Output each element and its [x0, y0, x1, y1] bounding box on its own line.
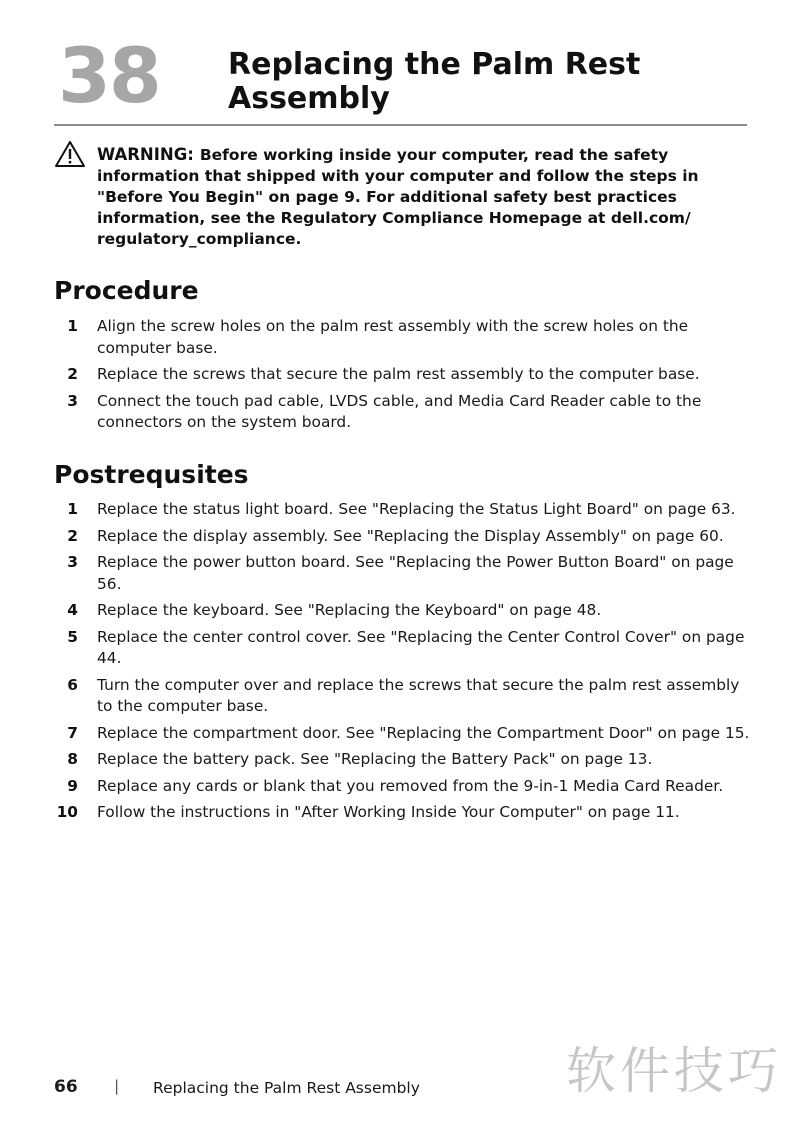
step-number: 2 [67, 365, 78, 383]
step-text: Replace any cards or blank that you removed from the 9-in-1 Media Card Reader. [97, 776, 724, 795]
page-number: 66 [54, 1077, 78, 1097]
step-item [54, 749, 754, 771]
step-item [54, 316, 754, 359]
step-number: 4 [67, 601, 78, 619]
step-item [54, 776, 754, 798]
title-divider [54, 124, 747, 126]
procedure-heading: Procedure [54, 276, 199, 305]
step-text: Replace the power button board. See "Replacing the Power Button Board" on page 56. [97, 553, 734, 593]
step-number: 3 [67, 391, 78, 410]
step-item [54, 723, 754, 745]
step-text: Replace the screws that secure the palm rest assembly to the computer base. [97, 365, 700, 383]
step-text: Replace the battery pack. See "Replacing the Battery Pack" on page 13. [97, 750, 653, 768]
step-text: Connect the touch pad cable, LVDS cable, and Media Card Reader cable to the connectors on the system board. [97, 391, 702, 431]
step-text: Replace the keyboard. See "Replacing the Keyboard" on page 48. [97, 601, 602, 619]
step-text: Replace the center control cover. See "Replacing the Center Control Cover" on page 44. [97, 627, 745, 667]
watermark: 软件技巧 [566, 1042, 782, 1100]
chapter-number: 38 [58, 31, 160, 120]
step-number: 1 [67, 500, 78, 518]
step-item [54, 526, 754, 548]
step-item [54, 600, 754, 622]
footer-separator: | [114, 1077, 120, 1095]
step-number: 2 [67, 526, 78, 545]
step-number: 10 [56, 803, 78, 821]
step-number: 7 [67, 723, 78, 742]
step-number: 8 [67, 750, 78, 768]
postrequisites-heading: Postrequsites [54, 460, 249, 489]
step-item [54, 552, 754, 595]
step-text: Turn the computer over and replace the screws that secure the palm rest assembly to the computer base. [97, 675, 740, 715]
step-number: 5 [67, 627, 78, 646]
step-item [54, 391, 754, 434]
step-text: Replace the compartment door. See "Replacing the Compartment Door" on page 15. [97, 723, 750, 742]
step-number: 6 [67, 675, 78, 694]
step-number: 9 [67, 776, 78, 795]
step-item [54, 675, 754, 718]
warning-text: Before working inside your computer, read the safety information that shipped with your computer and follow the steps in "Before You Begin" on page 9. For additional safety best practices information, see the Regulatory Compliance Homepage at dell.com/ regulatory_compliance. [97, 146, 699, 248]
warning-note [97, 144, 747, 250]
step-text: Follow the instructions in "After Working Inside Your Computer" on page 11. [97, 803, 680, 821]
step-text: Replace the display assembly. See "Replacing the Display Assembly" on page 60. [97, 526, 724, 545]
chapter-title: Replacing the Palm Rest Assembly [228, 47, 641, 116]
step-item [54, 499, 754, 521]
step-text: Align the screw holes on the palm rest assembly with the screw holes on the computer base. [97, 317, 689, 357]
footer-title: Replacing the Palm Rest Assembly [153, 1079, 420, 1097]
warning-label: WARNING: [97, 145, 194, 164]
step-number: 3 [67, 553, 78, 571]
step-item [54, 802, 754, 824]
warning-triangle-icon [54, 140, 86, 168]
step-text: Replace the status light board. See "Replacing the Status Light Board" on page 63. [97, 500, 736, 518]
step-item [54, 364, 754, 386]
procedure-steps [54, 316, 754, 439]
step-item [54, 627, 754, 670]
step-number: 1 [67, 317, 78, 335]
postrequisites-steps [54, 499, 754, 829]
